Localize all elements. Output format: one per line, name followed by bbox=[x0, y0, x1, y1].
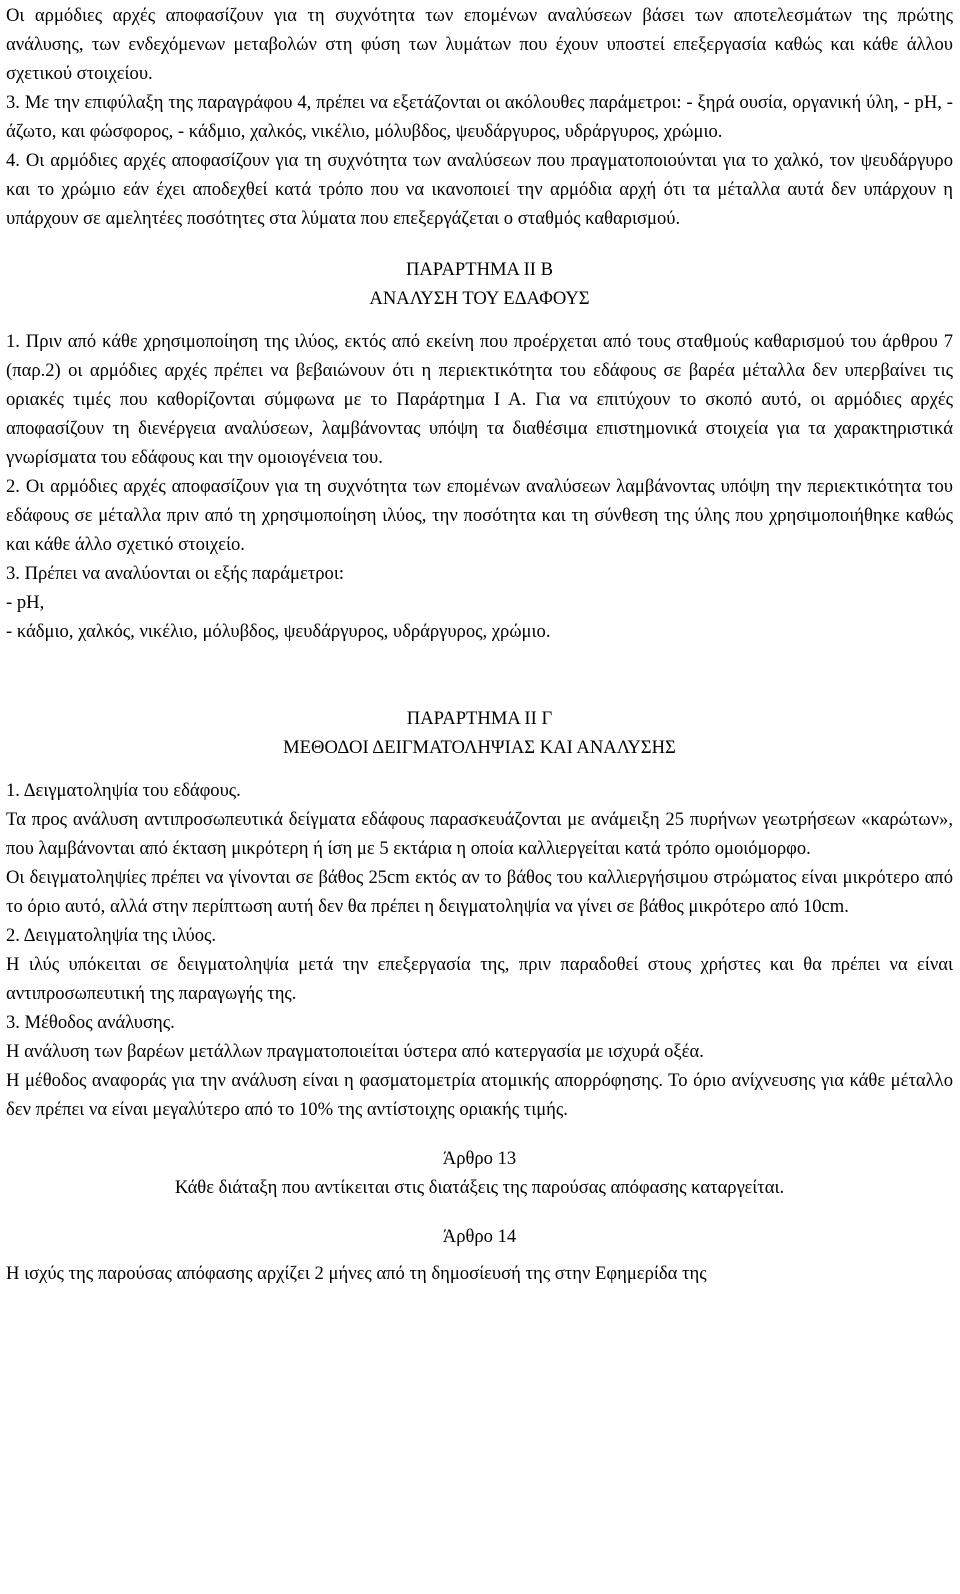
annex-2b-heading-line2: ΑΝΑΛΥΣΗ ΤΟΥ ΕΔΑΦΟΥΣ bbox=[369, 288, 590, 309]
paragraph-4-frequency: 4. Οι αρμόδιες αρχές αποφασίζουν για τη συχνότητα των αναλύσεων που πραγματοποιούνται για το χαλκό, τον ψευδάργυρο και το χρώμιο εάν έχει αποδεχθεί κατά τρόπο που να ικανοποιεί την αρμόδια αρχή ότι τα μέταλλα αυτά δεν υπάρχουν η υπάρχουν σε αμελητέες ποσότητες στα λύματα που επεξεργάζεται ο σταθμός καθαρισμού. bbox=[6, 150, 953, 229]
article-14 bbox=[6, 1222, 953, 1288]
section-3-paragraph-2: Η μέθοδος αναφοράς για την ανάλυση είναι η φασματομετρία ατομικής απορρόφησης. Το όριο ανίχνευσης για κάθε μέταλλο δεν πρέπει να είναι μεγαλύτερο από το 10% της αντίστοιχης οριακής τιμής. bbox=[6, 1070, 953, 1120]
article-13-title: Άρθρο 13 bbox=[442, 1148, 517, 1169]
article-14-text: Η ισχύς της παρούσας απόφασης αρχίζει 2 μήνες από τη δημοσίευσή της στην Εφημερίδα της bbox=[6, 1263, 707, 1284]
section-2-title: 2. Δειγματοληψία της ιλύος. bbox=[6, 925, 217, 946]
section-1-paragraph-1: Τα προς ανάλυση αντιπροσωπευτικά δείγματα εδάφους παρασκευάζονται με ανάμειξη 25 πυρήνων γεωτρήσεων «καρώτων», που λαμβάνονται από έκταση μικρότερη ή ίση με 5 εκτάρια η οποία καλλιεργείται κατά τρόπο ομοιόμορφο. bbox=[6, 809, 953, 859]
annex-2b-heading-line1: ΠΑΡΑΡΤΗΜΑ ΙΙ Β bbox=[405, 259, 554, 280]
annex-2b-parameter-ph: - pH, bbox=[6, 592, 45, 613]
annex-2a-tail bbox=[6, 1, 953, 233]
section-2-paragraph-1: Η ιλύς υπόκειται σε δειγματοληψία μετά την επεξεργασία της, πριν παραδοθεί στους χρήστες και θα πρέπει να είναι αντιπροσωπευτική της παραγωγής της. bbox=[6, 954, 953, 1004]
paragraph-2-continued: Οι αρμόδιες αρχές αποφασίζουν για τη συχνότητα των επομένων αναλύσεων βάσει των αποτελεσμάτων της πρώτης ανάλυσης, των ενδεχόμενων μεταβολών στη φύση των λυμάτων που έχουν υποστεί επεξεργασία καθώς και κάθε άλλου σχετικού στοιχείου. bbox=[6, 5, 953, 84]
annex-2c bbox=[6, 704, 953, 1124]
section-1-title: 1. Δειγματοληψία του εδάφους. bbox=[6, 780, 241, 801]
section-3-title: 3. Μέθοδος ανάλυσης. bbox=[6, 1012, 175, 1033]
annex-2b bbox=[6, 255, 953, 646]
article-13 bbox=[6, 1144, 953, 1202]
section-1-paragraph-2: Οι δειγματοληψίες πρέπει να γίνονται σε βάθος 25cm εκτός αν το βάθος του καλλιεργήσιμου στρώματος είναι μικρότερο από το όριο αυτό, αλλά στην περίπτωση αυτή δεν θα πρέπει η δειγματοληψία να γίνει σε βάθος μικρότερο από 10cm. bbox=[6, 867, 953, 917]
annex-2c-heading-line2: ΜΕΘΟΔΟΙ ΔΕΙΓΜΑΤΟΛΗΨΙΑΣ ΚΑΙ ΑΝΑΛΥΣΗΣ bbox=[283, 737, 676, 758]
annex-2b-paragraph-1: 1. Πριν από κάθε χρησιμοποίηση της ιλύος, εκτός από εκείνη που προέρχεται από τους σταθμούς καθαρισμού του άρθρου 7 (παρ.2) οι αρμόδιες αρχές πρέπει να βεβαιώνουν ότι η περιεκτικότητα του εδάφους σε βαρέα μέταλλα δεν υπερβαίνει τις οριακές τιμές που καθορίζονται σύμφωνα με το Παράρτημα Ι Α. Για να επιτύχουν το σκοπό αυτό, οι αρμόδιες αρχές αποφασίζουν τη διενέργεια αναλύσεων, λαμβάνοντας υπόψη τα διαθέσιμα επιστημονικά στοιχεία για τα χαρακτηριστικά γνωρίσματα του εδάφους και την ομοιογένεια του. bbox=[6, 331, 953, 468]
section-3-paragraph-1: Η ανάλυση των βαρέων μετάλλων πραγματοποιείται ύστερα από κατεργασία με ισχυρά οξέα. bbox=[6, 1041, 704, 1062]
article-13-text: Κάθε διάταξη που αντίκειται στις διατάξεις της παρούσας απόφασης καταργείται. bbox=[174, 1177, 785, 1198]
annex-2c-heading-line1: ΠΑΡΑΡΤΗΜΑ ΙΙ Γ bbox=[406, 708, 553, 729]
annex-2b-parameter-metals: - κάδμιο, χαλκός, νικέλιο, μόλυβδος, ψευδάργυρος, υδράργυρος, χρώμιο. bbox=[6, 621, 551, 642]
annex-2b-paragraph-2: 2. Οι αρμόδιες αρχές αποφασίζουν για τη συχνότητα των επομένων αναλύσεων λαμβάνοντας υπόψη την περιεκτικότητα του εδάφους σε μέταλλα πριν από τη χρησιμοποίηση ιλύος, την ποσότητα και τη σύνθεση της ύλης που χρησιμοποιήθηκε καθώς και κάθε άλλο σχετικό στοιχείο. bbox=[6, 476, 953, 555]
annex-2b-paragraph-3-title: 3. Πρέπει να αναλύονται οι εξής παράμετροι: bbox=[6, 563, 345, 584]
document-page bbox=[6, 1, 953, 1288]
article-14-title: Άρθρο 14 bbox=[442, 1226, 517, 1247]
paragraph-3-parameters: 3. Με την επιφύλαξη της παραγράφου 4, πρέπει να εξετάζονται οι ακόλουθες παράμετροι: - ξηρά ουσία, οργανική ύλη, - pH, - άζωτο, και φώσφορος, - κάδμιο, χαλκός, νικέλιο, μόλυβδος, ψευδάργυρος, υδράργυρος, χρώμιο. bbox=[6, 92, 953, 142]
